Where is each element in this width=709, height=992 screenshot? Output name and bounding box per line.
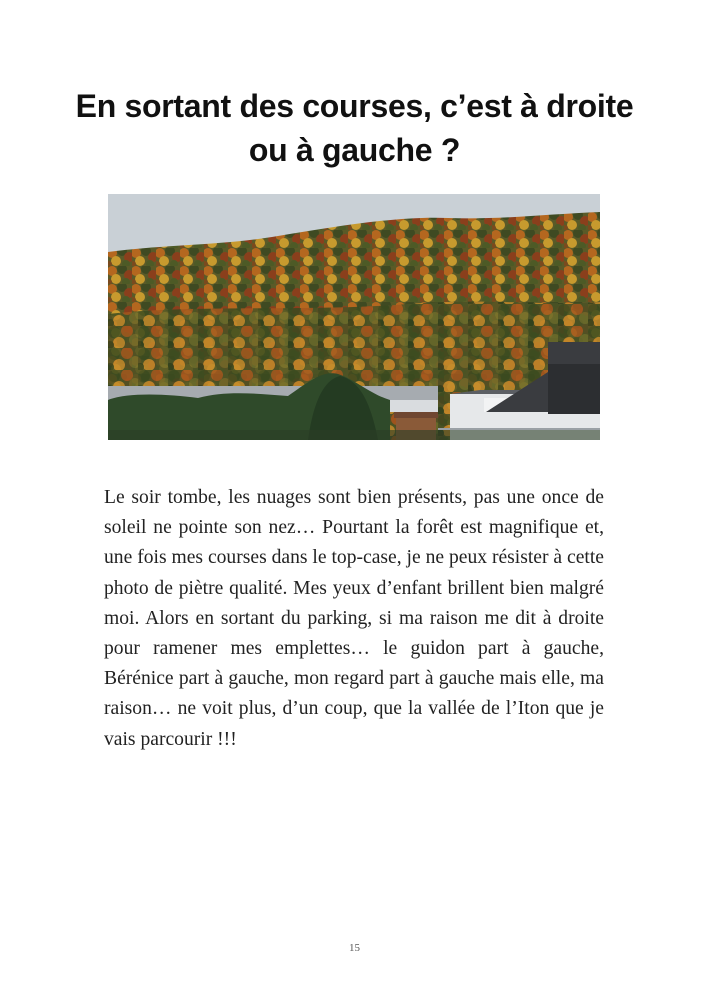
body-paragraph: Le soir tombe, les nuages sont bien présents, pas une once de soleil ne pointe son nez… Pourtant la forêt est magnifique et, une fois mes courses dans le top-case, je ne peux résister à cette photo de piètre qualité. Mes yeux d’enfant brillent bien malgré moi. Alors en sortant du parking, si ma raison me dit à droite pour ramener mes emplettes… le guidon part à gauche, Bérénice part à gauche, mon regard part à gauche mais elle, ma raison… ne voit plus, d’un coup, que la vallée de l’Iton que je vais parcourir !!!: [104, 487, 604, 750]
photo-illustration: [108, 194, 600, 440]
page-number: 15: [349, 942, 360, 954]
page-title: En sortant des courses, c’est à droite ou à gauche ?: [75, 88, 634, 168]
autumn-forest-photo: [108, 194, 600, 440]
